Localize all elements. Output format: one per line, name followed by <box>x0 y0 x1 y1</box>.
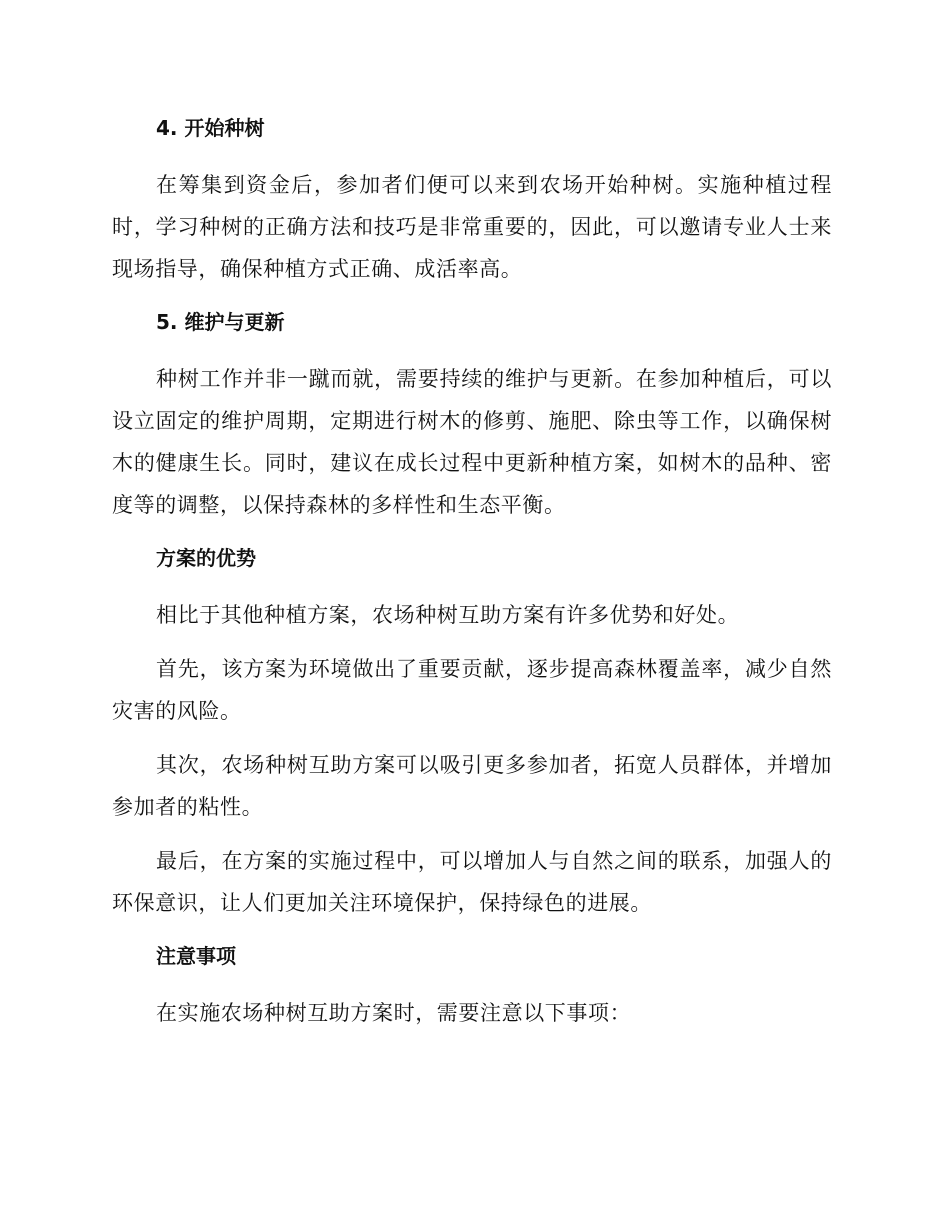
section-paragraph: 最后，在方案的实施过程中，可以增加人与自然之间的联系，加强人的环保意识，让人们更加关注环境保护，保持绿色的进展。 <box>112 849 832 915</box>
section-paragraph: 在筹集到资金后，参加者们便可以来到农场开始种树。实施种植过程时，学习种树的正确方法和技巧是非常重要的，因此，可以邀请专业人士来现场指导，确保种植方式正确、成活率高。 <box>112 173 832 281</box>
section-paragraph: 相比于其他种植方案，农场种树互助方案有许多优势和好处。 <box>156 603 740 627</box>
document-body <box>112 108 832 1046</box>
section-paragraph: 种树工作并非一蹴而就，需要持续的维护与更新。在参加种植后，可以设立固定的维护周期，定期进行树木的修剪、施肥、除虫等工作，以确保树木的健康生长。同时，建议在成长过程中更新种植方案，如树木的品种、密度等的调整，以保持森林的多样性和生态平衡。 <box>112 367 832 517</box>
section-paragraph: 其次，农场种树互助方案可以吸引更多参加者，拓宽人员群体，并增加参加者的粘性。 <box>112 753 832 819</box>
section-heading: 5. 维护与更新 <box>156 310 285 334</box>
section-heading: 方案的优势 <box>156 546 256 570</box>
section-heading: 4. 开始种树 <box>156 116 265 140</box>
section-heading: 注意事项 <box>156 944 236 968</box>
section-paragraph: 在实施农场种树互助方案时，需要注意以下事项： <box>156 1001 632 1025</box>
section-paragraph: 首先，该方案为环境做出了重要贡献，逐步提高森林覆盖率，减少自然灾害的风险。 <box>112 657 832 723</box>
